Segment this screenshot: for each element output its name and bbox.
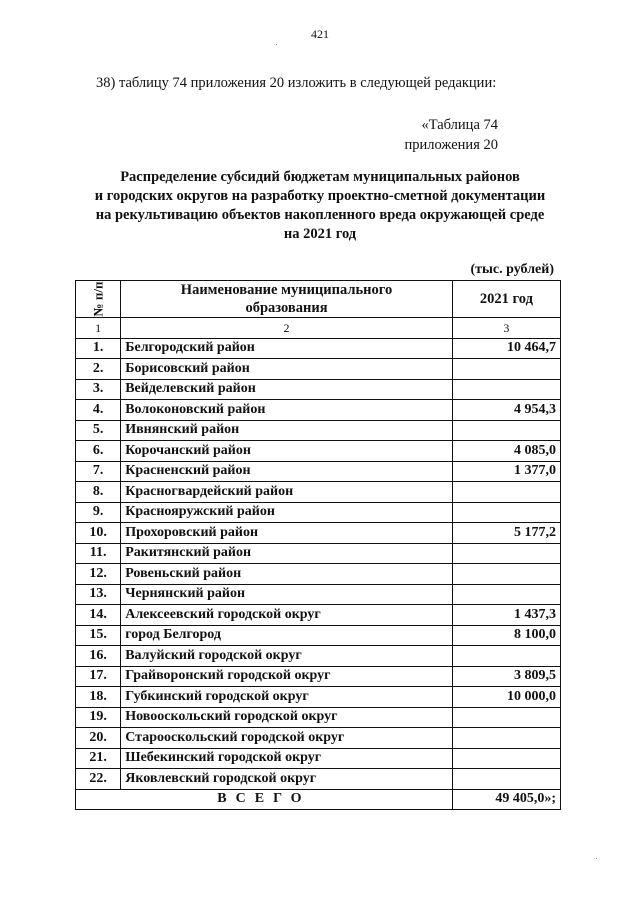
row-value: 4 954,3 bbox=[452, 400, 560, 421]
row-value bbox=[452, 502, 560, 523]
row-name: Новооскольский городской округ bbox=[121, 707, 453, 728]
row-number: 9. bbox=[76, 502, 121, 523]
row-name: Красненский район bbox=[121, 461, 453, 482]
header-name-line-2: образования bbox=[245, 300, 328, 316]
table-row bbox=[76, 687, 561, 708]
column-index: 1 bbox=[76, 318, 121, 339]
row-name: Ивнянский район bbox=[121, 420, 453, 441]
row-number: 20. bbox=[76, 728, 121, 749]
row-number: 5. bbox=[76, 420, 121, 441]
column-index-row bbox=[76, 318, 561, 339]
row-number: 6. bbox=[76, 441, 121, 462]
row-name: Корочанский район bbox=[121, 441, 453, 462]
table-row bbox=[76, 543, 561, 564]
row-value bbox=[452, 543, 560, 564]
row-value bbox=[452, 646, 560, 667]
header-name bbox=[121, 281, 453, 318]
row-value bbox=[452, 564, 560, 585]
total-row bbox=[76, 789, 561, 810]
header-number bbox=[76, 281, 121, 318]
title-line-2: и городских округов на разработку проектно-сметной документации bbox=[94, 188, 546, 204]
table-body bbox=[76, 338, 561, 789]
table-row bbox=[76, 748, 561, 769]
title-line-4: на 2021 год bbox=[283, 226, 357, 242]
row-name: Краснояружский район bbox=[121, 502, 453, 523]
row-name: Старооскольский городской округ bbox=[121, 728, 453, 749]
row-name: Вейделевский район bbox=[121, 379, 453, 400]
table-row bbox=[76, 400, 561, 421]
table-row bbox=[76, 502, 561, 523]
table-row bbox=[76, 625, 561, 646]
row-number: 17. bbox=[76, 666, 121, 687]
row-number: 13. bbox=[76, 584, 121, 605]
row-value: 5 177,2 bbox=[452, 523, 560, 544]
table-row bbox=[76, 523, 561, 544]
row-number: 14. bbox=[76, 605, 121, 626]
table-reference-line-1: «Таблица 74 bbox=[421, 117, 498, 133]
table-reference bbox=[405, 115, 498, 155]
table-row bbox=[76, 728, 561, 749]
row-name: Борисовский район bbox=[121, 359, 453, 380]
table-row bbox=[76, 646, 561, 667]
row-number: 11. bbox=[76, 543, 121, 564]
row-value bbox=[452, 584, 560, 605]
row-name: Чернянский район bbox=[121, 584, 453, 605]
row-number: 22. bbox=[76, 769, 121, 790]
total-value: 49 405,0»; bbox=[452, 789, 560, 810]
row-number: 18. bbox=[76, 687, 121, 708]
row-name: Шебекинский городской округ bbox=[121, 748, 453, 769]
page-number: 421 bbox=[311, 27, 329, 41]
table-row bbox=[76, 482, 561, 503]
table-row bbox=[76, 769, 561, 790]
row-name: Губкинский городской округ bbox=[121, 687, 453, 708]
row-number: 7. bbox=[76, 461, 121, 482]
row-value: 10 464,7 bbox=[452, 338, 560, 359]
row-name: город Белгород bbox=[121, 625, 453, 646]
row-value bbox=[452, 359, 560, 380]
row-value bbox=[452, 482, 560, 503]
scan-speck bbox=[596, 858, 597, 859]
scan-speck bbox=[276, 44, 277, 45]
row-value bbox=[452, 748, 560, 769]
table-row bbox=[76, 420, 561, 441]
row-name: Прохоровский район bbox=[121, 523, 453, 544]
row-name: Белгородский район bbox=[121, 338, 453, 359]
row-number: 19. bbox=[76, 707, 121, 728]
column-index: 3 bbox=[452, 318, 560, 339]
row-value: 3 809,5 bbox=[452, 666, 560, 687]
row-name: Грайворонский городской округ bbox=[121, 666, 453, 687]
row-number: 2. bbox=[76, 359, 121, 380]
intro-paragraph: 38) таблицу 74 приложения 20 изложить в следующей редакции: bbox=[96, 75, 497, 91]
units-note: (тыс. рублей) bbox=[470, 262, 554, 277]
title-line-1: Распределение субсидий бюджетам муниципальных районов bbox=[120, 169, 520, 185]
table-row bbox=[76, 564, 561, 585]
row-value bbox=[452, 728, 560, 749]
table-row bbox=[76, 379, 561, 400]
row-number: 3. bbox=[76, 379, 121, 400]
row-value: 8 100,0 bbox=[452, 625, 560, 646]
row-name: Волоконовский район bbox=[121, 400, 453, 421]
column-index: 2 bbox=[121, 318, 453, 339]
header-number-label: № п/п bbox=[90, 281, 106, 316]
row-name: Ровеньский район bbox=[121, 564, 453, 585]
table-row bbox=[76, 338, 561, 359]
row-number: 16. bbox=[76, 646, 121, 667]
table-row bbox=[76, 584, 561, 605]
row-name: Алексеевский городской округ bbox=[121, 605, 453, 626]
table-row bbox=[76, 359, 561, 380]
row-value: 1 377,0 bbox=[452, 461, 560, 482]
row-name: Красногвардейский район bbox=[121, 482, 453, 503]
row-value: 1 437,3 bbox=[452, 605, 560, 626]
row-value bbox=[452, 707, 560, 728]
table-header-row bbox=[76, 281, 561, 318]
table-row bbox=[76, 666, 561, 687]
row-number: 21. bbox=[76, 748, 121, 769]
row-name: Яковлевский городской округ bbox=[121, 769, 453, 790]
row-number: 10. bbox=[76, 523, 121, 544]
table-reference-line-2: приложения 20 bbox=[404, 137, 498, 153]
table-row bbox=[76, 441, 561, 462]
row-value bbox=[452, 769, 560, 790]
row-value bbox=[452, 379, 560, 400]
subsidy-distribution-table bbox=[75, 280, 561, 810]
row-value: 10 000,0 bbox=[452, 687, 560, 708]
title-line-3: на рекультивацию объектов накопленного вреда окружающей среде bbox=[95, 207, 545, 223]
total-label: ВСЕГО bbox=[76, 789, 453, 810]
row-number: 4. bbox=[76, 400, 121, 421]
row-name: Ракитянский район bbox=[121, 543, 453, 564]
row-number: 1. bbox=[76, 338, 121, 359]
table-row bbox=[76, 707, 561, 728]
row-number: 15. bbox=[76, 625, 121, 646]
table-row bbox=[76, 461, 561, 482]
row-number: 8. bbox=[76, 482, 121, 503]
row-number: 12. bbox=[76, 564, 121, 585]
row-value: 4 085,0 bbox=[452, 441, 560, 462]
table-row bbox=[76, 605, 561, 626]
row-name: Валуйский городской округ bbox=[121, 646, 453, 667]
document-title bbox=[60, 168, 580, 244]
header-year: 2021 год bbox=[452, 281, 560, 318]
header-name-line-1: Наименование муниципального bbox=[180, 282, 393, 298]
row-value bbox=[452, 420, 560, 441]
